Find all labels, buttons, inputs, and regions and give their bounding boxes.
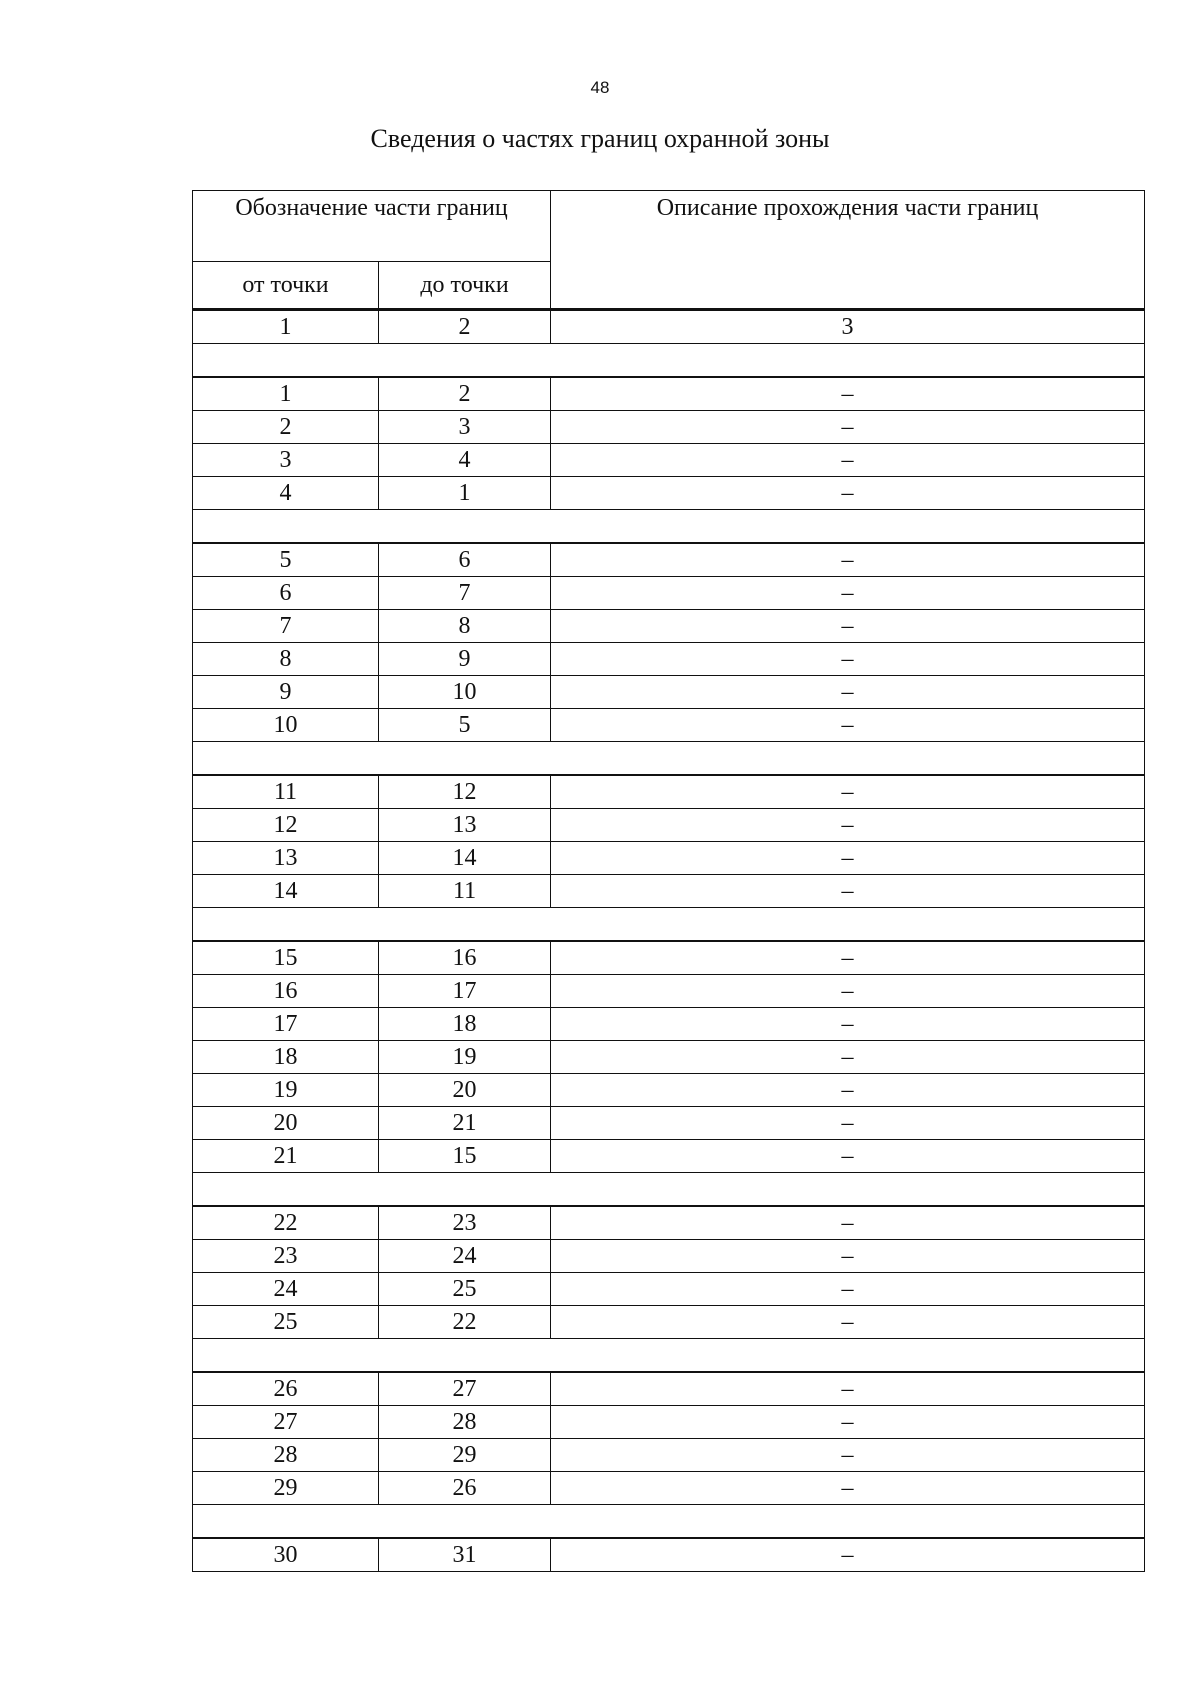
from-point-cell: 15 <box>193 941 379 975</box>
group-separator-row <box>193 908 1145 942</box>
to-point-cell: 25 <box>379 1273 551 1306</box>
to-point-cell: 3 <box>379 411 551 444</box>
from-point-cell: 13 <box>193 842 379 875</box>
from-point-cell: 24 <box>193 1273 379 1306</box>
to-point-cell: 18 <box>379 1008 551 1041</box>
from-point-cell: 10 <box>193 709 379 742</box>
from-point-cell: 20 <box>193 1107 379 1140</box>
table-row <box>193 1240 1145 1273</box>
description-cell: – <box>551 643 1145 676</box>
table-row <box>193 1472 1145 1505</box>
from-point-cell: 2 <box>193 411 379 444</box>
table-row <box>193 775 1145 809</box>
to-point-cell: 26 <box>379 1472 551 1505</box>
from-point-cell: 29 <box>193 1472 379 1505</box>
from-point-cell: 9 <box>193 676 379 709</box>
table-row <box>193 709 1145 742</box>
table-row <box>193 543 1145 577</box>
description-cell: – <box>551 1306 1145 1339</box>
table-row <box>193 1538 1145 1572</box>
to-point-cell: 20 <box>379 1074 551 1107</box>
header-boundary-designation: Обозначение части границ <box>193 191 551 262</box>
table-row <box>193 1206 1145 1240</box>
to-point-cell: 13 <box>379 809 551 842</box>
description-cell: – <box>551 543 1145 577</box>
to-point-cell: 17 <box>379 975 551 1008</box>
table-row <box>193 377 1145 411</box>
to-point-cell: 10 <box>379 676 551 709</box>
to-point-cell: 12 <box>379 775 551 809</box>
to-point-cell: 15 <box>379 1140 551 1173</box>
description-cell: – <box>551 1107 1145 1140</box>
description-cell: – <box>551 1240 1145 1273</box>
page-number: 48 <box>590 78 610 97</box>
to-point-cell: 31 <box>379 1538 551 1572</box>
description-cell: – <box>551 1206 1145 1240</box>
from-point-cell: 1 <box>193 377 379 411</box>
from-point-cell: 8 <box>193 643 379 676</box>
from-point-cell: 27 <box>193 1406 379 1439</box>
table-row <box>193 809 1145 842</box>
table-row <box>193 610 1145 643</box>
table-header <box>193 191 1145 310</box>
document-title: Сведения о частях границ охранной зоны <box>370 124 830 153</box>
boundary-parts-table <box>192 190 1145 1572</box>
description-cell: – <box>551 1472 1145 1505</box>
table-row <box>193 676 1145 709</box>
description-cell: – <box>551 444 1145 477</box>
description-cell: – <box>551 875 1145 908</box>
description-cell: – <box>551 975 1145 1008</box>
to-point-cell: 29 <box>379 1439 551 1472</box>
description-cell: – <box>551 842 1145 875</box>
column-number-3: 3 <box>551 310 1145 344</box>
table-row <box>193 875 1145 908</box>
from-point-cell: 11 <box>193 775 379 809</box>
table-row <box>193 477 1145 510</box>
description-cell: – <box>551 577 1145 610</box>
from-point-cell: 16 <box>193 975 379 1008</box>
from-point-cell: 25 <box>193 1306 379 1339</box>
table-body <box>193 310 1145 1572</box>
description-cell: – <box>551 941 1145 975</box>
from-point-cell: 26 <box>193 1372 379 1406</box>
to-point-cell: 24 <box>379 1240 551 1273</box>
table-row <box>193 1306 1145 1339</box>
from-point-cell: 3 <box>193 444 379 477</box>
from-point-cell: 5 <box>193 543 379 577</box>
column-number-1: 1 <box>193 310 379 344</box>
group-separator-cell <box>193 1173 1145 1207</box>
to-point-cell: 4 <box>379 444 551 477</box>
header-boundary-description: Описание прохождения части границ <box>551 191 1145 310</box>
table-row <box>193 1273 1145 1306</box>
group-separator-cell <box>193 344 1145 378</box>
from-point-cell: 30 <box>193 1538 379 1572</box>
description-cell: – <box>551 1008 1145 1041</box>
group-separator-cell <box>193 510 1145 544</box>
description-cell: – <box>551 809 1145 842</box>
table-row <box>193 1140 1145 1173</box>
table-row <box>193 411 1145 444</box>
table-row <box>193 643 1145 676</box>
to-point-cell: 22 <box>379 1306 551 1339</box>
to-point-cell: 23 <box>379 1206 551 1240</box>
table-row <box>193 444 1145 477</box>
group-separator-cell <box>193 742 1145 776</box>
from-point-cell: 18 <box>193 1041 379 1074</box>
description-cell: – <box>551 411 1145 444</box>
description-cell: – <box>551 1041 1145 1074</box>
description-cell: – <box>551 1439 1145 1472</box>
group-separator-row <box>193 344 1145 378</box>
from-point-cell: 28 <box>193 1439 379 1472</box>
to-point-cell: 1 <box>379 477 551 510</box>
to-point-cell: 7 <box>379 577 551 610</box>
description-cell: – <box>551 1406 1145 1439</box>
from-point-cell: 23 <box>193 1240 379 1273</box>
to-point-cell: 27 <box>379 1372 551 1406</box>
table-row <box>193 1107 1145 1140</box>
table-row <box>193 1439 1145 1472</box>
table-row <box>193 1372 1145 1406</box>
description-cell: – <box>551 1273 1145 1306</box>
table-row <box>193 577 1145 610</box>
group-separator-row <box>193 1505 1145 1539</box>
from-point-cell: 19 <box>193 1074 379 1107</box>
to-point-cell: 28 <box>379 1406 551 1439</box>
from-point-cell: 12 <box>193 809 379 842</box>
from-point-cell: 4 <box>193 477 379 510</box>
table-row <box>193 975 1145 1008</box>
table-row <box>193 842 1145 875</box>
description-cell: – <box>551 676 1145 709</box>
group-separator-row <box>193 510 1145 544</box>
group-separator-cell <box>193 1505 1145 1539</box>
description-cell: – <box>551 709 1145 742</box>
table-row <box>193 1008 1145 1041</box>
from-point-cell: 17 <box>193 1008 379 1041</box>
table-row <box>193 941 1145 975</box>
description-cell: – <box>551 1372 1145 1406</box>
to-point-cell: 21 <box>379 1107 551 1140</box>
header-from-point: от точки <box>193 262 379 310</box>
to-point-cell: 2 <box>379 377 551 411</box>
header-to-point: до точки <box>379 262 551 310</box>
to-point-cell: 8 <box>379 610 551 643</box>
group-separator-row <box>193 1339 1145 1373</box>
table-row <box>193 1041 1145 1074</box>
description-cell: – <box>551 1074 1145 1107</box>
description-cell: – <box>551 477 1145 510</box>
from-point-cell: 21 <box>193 1140 379 1173</box>
group-separator-row <box>193 742 1145 776</box>
description-cell: – <box>551 1140 1145 1173</box>
column-number-row <box>193 310 1145 344</box>
table-row <box>193 1406 1145 1439</box>
from-point-cell: 7 <box>193 610 379 643</box>
boundary-parts-table-container <box>192 190 1144 1572</box>
group-separator-cell <box>193 908 1145 942</box>
to-point-cell: 14 <box>379 842 551 875</box>
to-point-cell: 19 <box>379 1041 551 1074</box>
from-point-cell: 14 <box>193 875 379 908</box>
description-cell: – <box>551 610 1145 643</box>
description-cell: – <box>551 377 1145 411</box>
column-number-2: 2 <box>379 310 551 344</box>
from-point-cell: 22 <box>193 1206 379 1240</box>
to-point-cell: 16 <box>379 941 551 975</box>
description-cell: – <box>551 775 1145 809</box>
to-point-cell: 11 <box>379 875 551 908</box>
to-point-cell: 5 <box>379 709 551 742</box>
table-row <box>193 1074 1145 1107</box>
to-point-cell: 9 <box>379 643 551 676</box>
description-cell: – <box>551 1538 1145 1572</box>
group-separator-row <box>193 1173 1145 1207</box>
from-point-cell: 6 <box>193 577 379 610</box>
group-separator-cell <box>193 1339 1145 1373</box>
to-point-cell: 6 <box>379 543 551 577</box>
